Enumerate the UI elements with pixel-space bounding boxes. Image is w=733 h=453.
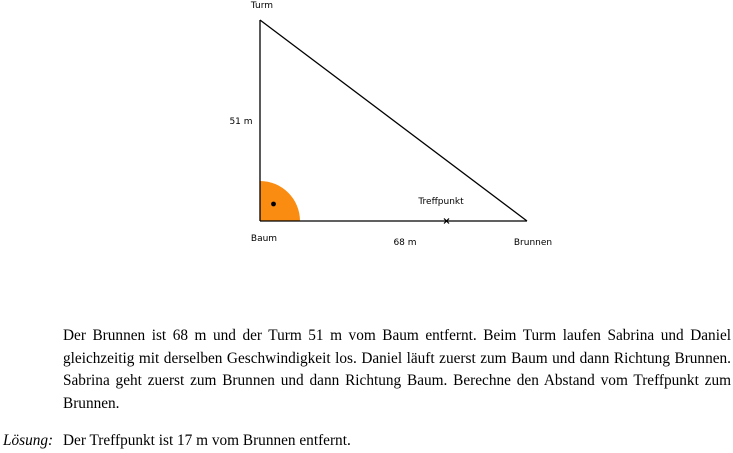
side-tower-fountain [260, 20, 527, 221]
label-tree: Baum [250, 234, 278, 244]
solution-label: Lösung: [3, 432, 54, 449]
label-fountain: Brunnen [513, 238, 553, 248]
label-horizontal-side: 68 m [393, 238, 417, 248]
label-tower: Turm [250, 1, 274, 11]
label-meeting-point: Treffpunkt [418, 197, 464, 207]
label-vertical-side: 51 m [229, 117, 253, 127]
right-angle-marker [260, 181, 300, 221]
solution-text: Der Treffpunkt ist 17 m vom Brunnen entfernt. [63, 432, 351, 449]
problem-statement: Der Brunnen ist 68 m und der Turm 51 m vom Baum entfernt. Beim Turm laufen Sabrina und Daniel gleichzeitig mit derselben Geschwindigkeit los. Daniel läuft zuerst zum Baum und dann Richtung Brunnen. Sabrina geht zuerst zum Brunnen und dann Richtung Baum. Berechne den Abstand vom Treffpunkt zum Brunnen. [63, 327, 731, 412]
right-angle-dot [271, 202, 276, 207]
